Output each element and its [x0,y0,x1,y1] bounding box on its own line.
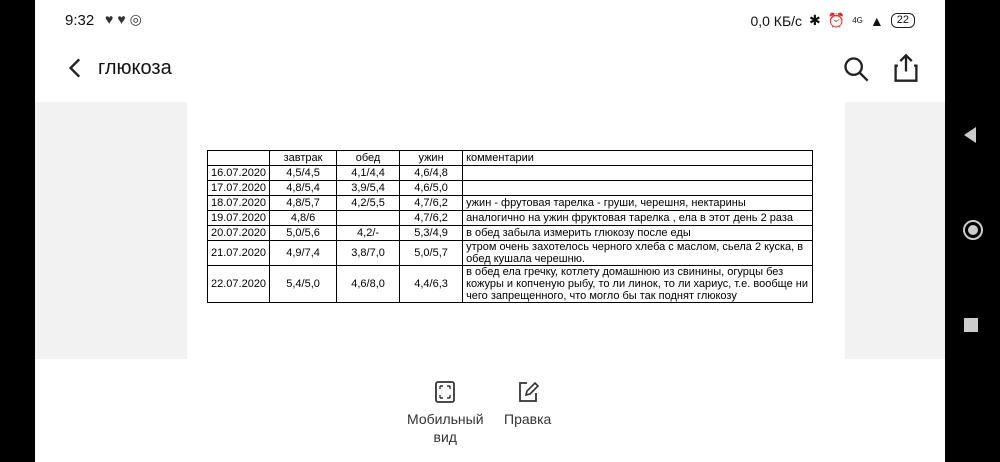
table-row [208,181,813,196]
date-cell: 18.07.2020 [208,196,270,211]
table-row [208,266,813,303]
system-nav-bar [945,0,1000,462]
date-cell: 19.07.2020 [208,211,270,226]
date-cell: 16.07.2020 [208,166,270,181]
value-cell: 4,2/5,5 [337,196,400,211]
value-cell: 5,0/5,7 [400,241,463,266]
value-cell: 5,4/5,0 [270,266,337,303]
bottom-toolbar [35,362,945,462]
edit-button[interactable] [504,380,551,428]
value-cell: 4,8/5,4 [270,181,337,196]
value-cell [337,211,400,226]
table-row [208,166,813,181]
value-cell: 5,0/5,6 [270,226,337,241]
value-cell: 4,7/6,2 [400,211,463,226]
mobile-view-label-line2: вид [433,429,457,445]
battery-level: 22 [891,13,915,28]
header-cell: ужин [400,151,463,166]
date-cell: 22.07.2020 [208,266,270,303]
instagram-icon: ◎ [129,11,146,27]
heart-icon: ♥ [105,11,118,27]
value-cell: 4,9/7,4 [270,241,337,266]
status-right [750,12,915,29]
date-cell: 17.07.2020 [208,181,270,196]
share-icon[interactable] [892,53,920,83]
value-cell: 4,7/6,2 [400,196,463,211]
comment-cell: ужин - фрутовая тарелка - груши, черешня, нектарины [463,196,813,211]
header-cell [208,151,270,166]
value-cell: 3,9/5,4 [337,181,400,196]
comment-cell: в обед забыла измерить глюкозу после еды [463,226,813,241]
mobile-view-icon [434,380,456,404]
table-row [208,241,813,266]
mobile-view-button[interactable] [407,380,484,446]
value-cell: 4,5/4,5 [270,166,337,181]
signal-label: 4G [852,16,863,25]
signal-icon: ▲ [869,12,884,29]
status-time: 9:32 [65,12,95,29]
alarm-icon: ⏰ [827,12,846,28]
top-bar [35,45,945,95]
value-cell: 4,8/5,7 [270,196,337,211]
mobile-view-label: Мобильный [407,411,484,427]
comment-cell [463,166,813,181]
header-cell: завтрак [270,151,337,166]
comment-cell: утром очень захотелось черного хлеба с маслом, сьела 2 куска, в обед кушала черешню. [463,241,813,266]
table-row [208,211,813,226]
document-viewer[interactable] [35,102,945,359]
bluetooth-icon: ✱ [809,12,821,28]
table-header-row [208,151,813,166]
value-cell: 4,6/5,0 [400,181,463,196]
nav-recents-icon[interactable] [964,318,978,332]
table-row [208,226,813,241]
status-bar [35,0,945,40]
document-title: глюкоза [98,57,172,79]
header-cell: комментарии [463,151,813,166]
value-cell: 4,2/- [337,226,400,241]
value-cell: 4,6/4,8 [400,166,463,181]
search-icon[interactable] [842,55,870,83]
edit-icon [517,380,539,404]
nav-back-icon[interactable] [962,126,978,144]
comment-cell [463,181,813,196]
notification-icons [105,11,146,28]
value-cell: 3,8/7,0 [337,241,400,266]
network-speed: 0,0 КБ/с [750,12,803,29]
heart-icon: ♥ [117,11,130,27]
nav-home-icon[interactable] [962,219,984,241]
value-cell: 4,6/8,0 [337,266,400,303]
comment-cell: аналогично на ужин фруктовая тарелка , ела в этот день 2 раза [463,211,813,226]
glucose-table [207,150,813,303]
document-page [187,102,845,359]
date-cell: 21.07.2020 [208,241,270,266]
app-screen [35,0,945,462]
table-row [208,196,813,211]
header-cell: обед [337,151,400,166]
value-cell: 4,4/6,3 [400,266,463,303]
comment-cell: в обед ела гречку, котлету домашнюю из свинины, огурцы без кожуры и копченую рыбу, то ли линок, то ли хариус, т.е. вообще ни чего запрещенного, что могло бы так поднят глюкозу [463,266,813,303]
value-cell: 4,1/4,4 [337,166,400,181]
value-cell: 4,8/6 [270,211,337,226]
value-cell: 5,3/4,9 [400,226,463,241]
back-arrow-icon[interactable] [63,55,89,81]
edit-label: Правка [504,411,552,427]
date-cell: 20.07.2020 [208,226,270,241]
